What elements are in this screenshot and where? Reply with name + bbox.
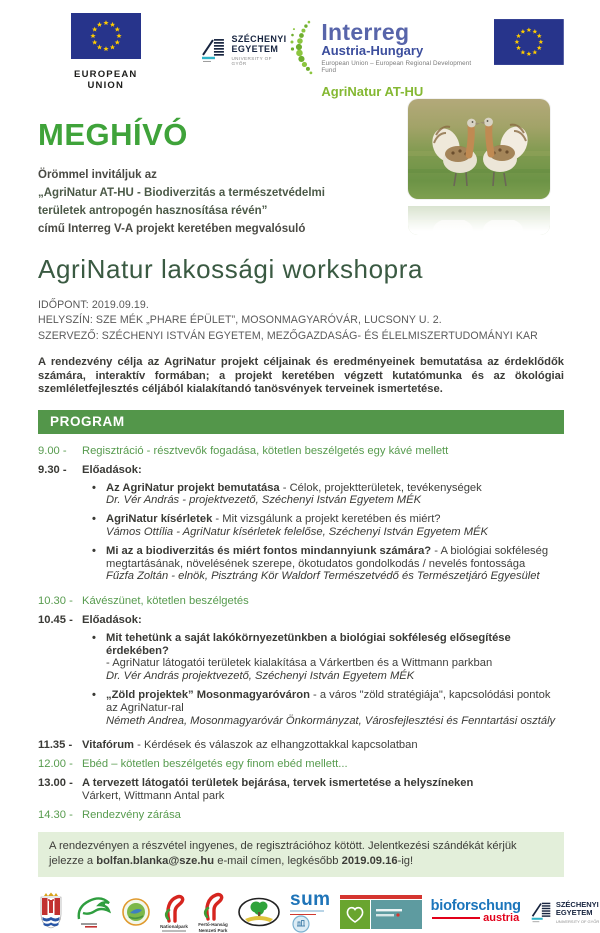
agrinatur-project-label: AgriNatur AT-HU [321, 84, 424, 99]
program-heading: PROGRAM [38, 410, 564, 434]
talk-speaker: Dr. Vér András projektvezető, Széchenyi István Egyetem MÉK [106, 670, 415, 683]
interreg-swoosh-icon [288, 19, 314, 77]
schedule-text: Ebéd – kötetlen beszélgetés egy finom ebéd mellett... [82, 758, 348, 771]
szechenyi-bridge-icon [200, 37, 226, 63]
schedule-text: Előadások: [82, 463, 142, 476]
sum-globe-icon [292, 915, 310, 933]
partner-logo-strip [38, 889, 600, 933]
interreg-region: Austria-Hungary [321, 43, 424, 58]
talk-item [82, 545, 564, 583]
schedule-time: 12.00 - [38, 758, 73, 771]
bullet-icon: • [92, 688, 96, 701]
schedule-text: Rendezvény zárása [82, 808, 181, 821]
sum-subtext-bar [290, 910, 324, 912]
szechenyi-footer-label1: SZÉCHENYI [555, 899, 599, 909]
schedule-text: Előadások: [82, 613, 142, 626]
page-title: MEGHÍVÓ [38, 117, 188, 152]
schedule-time: 10.45 - [38, 613, 73, 626]
schedule-row [38, 809, 564, 822]
registration-text3: -ig! [397, 855, 414, 868]
talk-item [82, 482, 564, 508]
talk-subtitle: - AgriNatur látogatói területek kialakítása a Várkertben és a Wittmann parkban [106, 657, 493, 670]
talk-title: AgriNatur kísérletek [106, 513, 213, 526]
interreg-fund-line: European Union – European Regional Development Fund [321, 60, 472, 74]
talk-speaker: Németh Andrea, Mosonmagyaróvár Önkormányzat, Városfejlesztési és Fenntartási osztály [106, 714, 556, 727]
schedule-row [38, 595, 564, 608]
sum-label: sum [290, 889, 331, 911]
registration-deadline: 2019.09.16 [341, 855, 398, 868]
talk-speaker: Dr. Vér András - projektvezető, Széchenyi István Egyetem MÉK [106, 494, 422, 507]
talk-subtitle: - a város "zöld stratégiája", kapcsolódási pontok az AgriNatur-ral [106, 688, 551, 714]
nationalpark-label: Nationalpark [160, 923, 188, 929]
bioforschung-austria-label: austria [483, 912, 520, 925]
tree-oval-logo [237, 897, 281, 927]
detail-organizer: SZERVEZŐ: SZÉCHENYI ISTVÁN EGYETEM, MEZŐGAZDASÁG- ÉS ÉLELMISZERTUDOMÁNYI KAR [38, 329, 538, 342]
intro-line: Örömmel invitáljuk az [38, 169, 157, 181]
ferto-hansag-label2: Nemzeti Park [198, 928, 228, 933]
event-title: AgriNatur lakossági workshopra [38, 254, 424, 284]
schedule-time: 13.00 - [38, 776, 73, 789]
ferto-taj-bird-logo [73, 893, 113, 931]
registration-note [38, 832, 564, 877]
szechenyi-university-logo [200, 34, 289, 66]
talk-title: Mi az a biodiverzitás és miért fontos mindannyiunk számára? [106, 544, 432, 557]
eu-flag-icon [71, 13, 141, 59]
eco-globe-badge-logo [122, 898, 150, 926]
szechenyi-footer-label2: EGYETEM [555, 908, 593, 918]
szechenyi-footer-label3: UNIVERSITY OF GYŐR [555, 918, 600, 924]
talk-title: „Zöld projektek” Mosonmagyaróváron [106, 688, 310, 701]
registration-email: bolfan.blanka@sze.hu [96, 855, 215, 868]
sum-logo [290, 891, 331, 933]
schedule-time: 14.30 - [38, 808, 73, 821]
detail-date: IDŐPONT: 2019.09.19. [38, 299, 149, 311]
program-schedule [38, 445, 564, 821]
talk-item [82, 689, 564, 727]
schedule-row [38, 464, 564, 589]
bioforschung-austria-logo [431, 900, 521, 924]
ferto-hansag-label1: Fertő-Hanság [198, 922, 228, 928]
project-title-line1: „AgriNatur AT-HU - Biodiverzitás a természetvédelmi [38, 187, 325, 199]
bullet-icon: • [92, 513, 96, 526]
detail-location: HELYSZÍN: SZE MÉK „PHARE ÉPÜLET”, MOSONMAGYARÓVÁR, LUCSONY U. 2. [38, 314, 442, 327]
szechenyi-name-line2: EGYETEM [231, 44, 279, 54]
header-logo-row [38, 13, 564, 109]
schedule-time: 11.35 - [38, 739, 73, 752]
eu-flag-label: EUROPEAN UNION [74, 69, 138, 91]
bullet-icon: • [92, 544, 96, 557]
szechenyi-name-line1: SZÉCHENYI [231, 34, 287, 44]
talk-item [82, 513, 564, 539]
eu-logo [54, 13, 158, 91]
talk-title: Mit tehetünk a saját lakókörnyezetünkben a biológiai sokféleség elősegítése érdekében? [106, 631, 511, 657]
szechenyi-bridge-icon [530, 901, 552, 923]
szechenyi-footer-logo [530, 901, 600, 924]
registration-text: A rendezvényen a részvétel ingyenes, de regisztrációhoz kötött. Jelentkezési szándékát kérjük jelezze a [49, 840, 517, 868]
talk-subtitle: - A biológiai sokféleség megtartásának, növelésének szerepe, ökotudatos gondolkodás / nevelés fontossága [106, 544, 549, 570]
nationalpark-logo [159, 893, 189, 932]
mosonmagyarovar-coat-of-arms [38, 891, 64, 933]
bullet-icon: • [92, 631, 96, 644]
bullet-icon: • [92, 481, 96, 494]
bioforschung-underline [432, 917, 480, 919]
talk-speaker: Vámos Ottília - AgriNatur kísérletek felelőse, Széchenyi István Egyetem MÉK [106, 525, 488, 538]
nationalpark-subtext-bar [162, 930, 186, 932]
registration-text2: e-mail címen, legkésőbb [217, 855, 339, 868]
talk-subtitle: - Célok, projektterületek, tevékenységek [279, 481, 482, 494]
photo-reflection [408, 201, 550, 235]
schedule-time: 9.30 - [38, 463, 67, 476]
interreg-eu-flag-icon [494, 19, 564, 65]
bustards-photo [408, 99, 550, 235]
schedule-text: A tervezett látogatói területek bejárása, tervek ismertetése a helyszíneken [82, 776, 474, 789]
project-title-line2: területek antropogén hasznosítása révén” [38, 205, 268, 217]
talk-item [82, 632, 564, 683]
interreg-logo [288, 19, 564, 99]
ferto-hansag-nemzeti-park-logo [198, 891, 228, 933]
invitation-intro-block [38, 166, 398, 238]
talk-title: Az AgriNatur projekt bemutatása [106, 481, 280, 494]
schedule-row [38, 614, 564, 733]
bioforschung-label: bioforschung [430, 898, 521, 915]
schedule-row [38, 758, 564, 771]
event-details [38, 298, 564, 344]
schedule-time: 10.30 - [38, 595, 73, 608]
schedule-subtext: Várkert, Wittmann Antal park [82, 789, 225, 802]
schedule-text: Regisztráció - résztvevők fogadása, kötetlen beszélgetés egy kávé mellett [82, 445, 449, 457]
wien-umwelt-banner-logo [340, 895, 422, 929]
schedule-row [38, 777, 564, 803]
bustards-photo-image [408, 99, 550, 199]
szechenyi-subtitle: UNIVERSITY OF GYŐR [231, 56, 272, 66]
talk-speaker: Fűzfa Zoltán - elnök, Pisztráng Kör Waldorf Természetvédő és Természetjáró Egyesület [106, 570, 540, 583]
schedule-subtext: - Kérdések és válaszok az elhangzottakkal kapcsolatban [134, 739, 418, 752]
schedule-row [38, 445, 564, 458]
talk-subtitle: - Mit vizsgálunk a projekt keretében és miért? [212, 513, 441, 526]
interreg-brand: Interreg [321, 19, 410, 45]
schedule-row [38, 739, 564, 752]
schedule-text: Kávészünet, kötetlen beszélgetés [82, 595, 249, 608]
schedule-time: 9.00 - [38, 445, 67, 457]
intro-outro-line: című Interreg V-A projekt keretében megvalósuló [38, 223, 306, 235]
schedule-text: Vitafórum [82, 739, 135, 752]
event-description: A rendezvény célja az AgriNatur projekt céljainak és eredményeinek bemutatása az érdeklődők számára, interaktív formában; a projekt keretében végzett kutatómunka és az ökológiai szemléletfejlesztés céljából kialakítandó tanösvények terveinek ismertetése. [38, 356, 564, 396]
